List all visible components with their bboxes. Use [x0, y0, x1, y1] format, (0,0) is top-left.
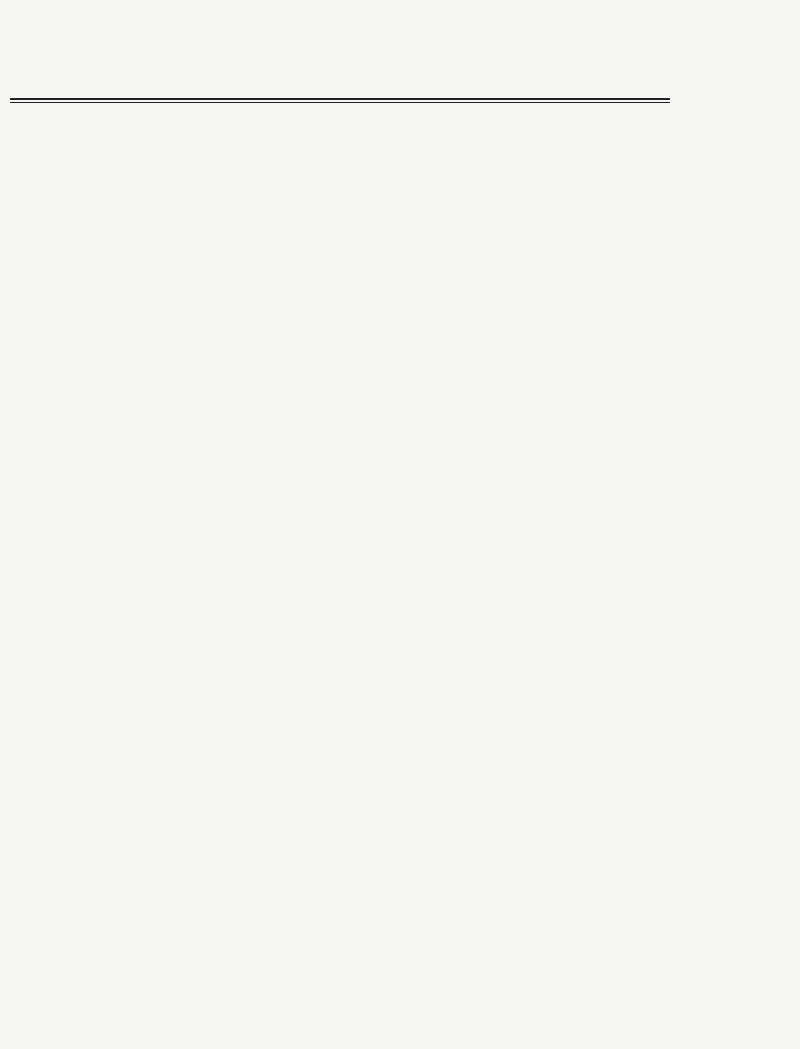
top-rule	[10, 98, 670, 100]
top-rule-thin	[10, 102, 670, 103]
